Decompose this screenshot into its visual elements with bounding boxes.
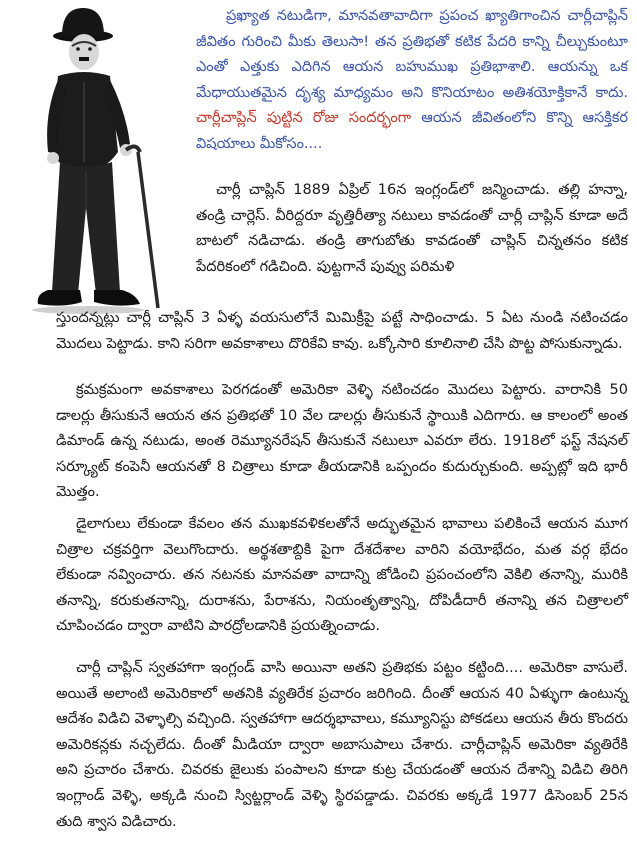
intro-paragraph bbox=[196, 4, 628, 158]
intro-text-after: ఆయన జీవితంలోని కొన్ని ఆసక్తికర విషయాలు మీకోసం.... bbox=[196, 110, 628, 152]
paragraph-birth-part1: చార్లీ చాప్లిన్ 1889 ఏప్రిల్ 16న ఇంగ్లండ్‌లో జన్మించాడు. తల్లి హన్నా, తండ్రి చార్లెస్. వీరిద్దరూ వృత్తిరీత్యా నటులు కావడంతో చార్లీ చాప్లిన్ కూడా అదే బాటలో నడిచాడు. తండ్రి తాగుబోతు కావడంతో చాప్లిన్ చిన్నతనం కటిక పేదరికంలో గడిచింది. పుట్టగానే పువ్వు పరిమళి bbox=[196, 182, 628, 275]
paragraph-birth-part2: స్తుందన్నట్లు చార్లీ చాప్లిన్ 3 ఏళ్ళ వయసులోనే మిమిక్రీపై పట్టే సాధించాడు. 5 ఏట నుండి నటించడం మొదలు పెట్టాడు. కాని సరిగా అవకాశాలు దొరికేవి కావు. ఒక్కోసారి కూలినాలి చేసి పొట్ట పోసుకున్నాడు. bbox=[56, 310, 628, 352]
intro-text-before: ప్రఖ్యాత నటుడిగా, మానవతావాదిగా ప్రపంచ ఖ్యాతిగాంచిన చార్లీచాప్లిన్ జీవితం గురించి మీకు తెలుసా! తన ప్రతిభతో కటిక పేదరి కాన్ని చీల్చుకుంటూ ఎంతో ఎత్తుకు ఎదిగిన ఆయన బహుముఖ ప్రతిభాశాలి. ఆయన్ను ఒక మేధాయుతమైన దృశ్య మాధ్యమం అని కొనియాటం అతిశయోక్తికానే కాదు. bbox=[196, 8, 628, 101]
chaplin-figure-image bbox=[8, 2, 178, 320]
paragraph-silent-films: డైలాగులు లేకుండా కేవలం తన ముఖకవళికలతోనే అద్భుతమైన భావాలు పలికించే ఆయన మూగ చిత్రాల చక్రవర్తిగా వెలుగొందారు. అర్థశతాబ్దికి పైగా దేశదేశాల వారిని వయోభేదం, మత వర్గ భేదం లేకుండా నవ్వించారు. తన నటనకు మానవతా వాదాన్ని జోడించి ప్రపంచంలోని వెకిలి తనాన్ని, మురికి తనాన్ని, కరుకుతనాన్ని, దురాశను, పేరాశను, నియంతృత్వాన్ని, దోపిడీదారీ తనాన్ని తన చిత్రాలలో చూపించడం ద్వారా వాటిని పారద్రోలడానికి ప్రయత్నించాడు. bbox=[56, 516, 628, 635]
intro-highlight: చార్లీచాప్లిన్ పుట్టిన రోజు సందర్భంగా bbox=[196, 110, 412, 127]
paragraph-later-life: చార్లీ చాప్లిన్ స్వతహాగా ఇంగ్లండ్ వాసి అయినా అతని ప్రతిభకు పట్టం కట్టింది.... అమెరికా వాసులే. అయితే అలాంటి అమెరికాలో అతనికి వ్యతిరేక ప్రచారం జరిగింది. దీంతో ఆయన 40 ఏళ్ళుగా ఉంటున్న ఆదేశం విడిచి వెళ్ళాల్సి వచ్చింది. స్వతహాగా ఆదర్శభావాలు, కమ్యూనిస్టు పోకడలు ఆయన తీరు కొందరు అమెరికన్లకు నచ్చలేదు. దీంతో మీడియా ద్వారా అబాసుపాలు చేశారు. చార్లీచాప్లిన్ అమెరికా వ్యతిరేకి అని ప్రచారం చేశారు. చివరకు జైలుకు పంపాలని కూడా కుట్ర చేయడంతో ఆయన దేశాన్ని విడిచి తిరిగి ఇంగ్లాండ్ వెళ్ళి, అక్కడి నుంచి స్విట్జర్లాండ్ వెళ్ళి స్థిరపడ్డాడు. చివరకు అక్కడే 1977 డిసెంబర్ 25న తుది శ్వాస విడిచారు. bbox=[56, 660, 628, 830]
paragraph-career: క్రమక్రమంగా అవకాశాలు పెరగడంతో అమెరికా వెళ్ళి నటించడం మొదలు పెట్టారు. వారానికి 50 డాలర్లు తీసుకునే ఆయన తన ప్రతిభతో 10 వేల డాలర్లు తీసుకునే స్థాయికి ఎదిగారు. ఆ కాలంలో అంత డిమాండ్ ఉన్న నటుడు, అంత రెమ్యూనరేషన్ తీసుకునే నటులూ ఎవరూ లేరు. 1918లో ఫస్ట్ నేషనల్ సర్క్యూట్ కంపెనీ ఆయనతో 8 చిత్రాలు కూడా తీయడానికి ఒప్పందం కుదుర్చుకుంది. అప్పట్లో ఇది భారీ మొత్తం. bbox=[56, 382, 628, 501]
chaplin-photo bbox=[8, 2, 178, 320]
